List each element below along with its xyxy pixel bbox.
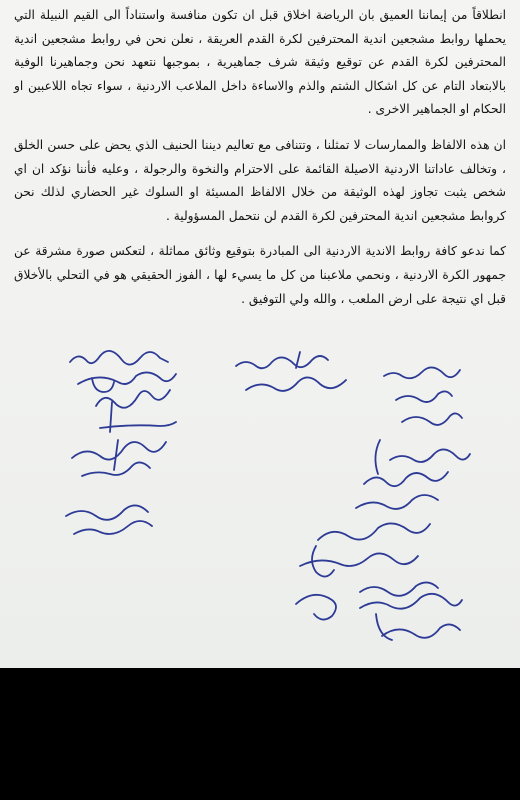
paragraph-2: ان هذه الالفاظ والممارسات لا تمثلنا ، وتتنافى مع تعاليم ديننا الحنيف الذي يحض على حسن الخلق ، وتخالف عاداتنا الاردنية الاصيلة القائمة على الاحترام والنخوة والرجولة ، وعليه فأننا نؤكد ان اي شخص يثبت تجاوز لهذه الوثيقة من خلال الالفاظ المسيئة او السلوك غير الحضاري لذلك نحن كروابط مشجعين اندية المحترفين لكرة القدم لن نتحمل المسؤولية . — [14, 137, 506, 223]
paragraph-3: كما ندعو كافة روابط الاندية الاردنية الى المبادرة بتوقيع وثائق مماثلة ، لتعكس صورة مشرقة عن جمهور الكرة الاردنية ، ونحمي ملاعبنا من كل ما يسيء لها ، الفوز الحقيقي هو في التحلي بالأخلاق قبل اي نتيجة على ارض الملعب ، والله ولي التوفيق . — [14, 244, 506, 306]
signature-bottom-right — [360, 594, 462, 640]
handwritten-signatures — [0, 340, 520, 668]
signature-top-left — [70, 351, 176, 432]
signatures-area — [0, 340, 520, 668]
screenshot-black-area — [0, 668, 520, 800]
signature-left-middle — [66, 440, 166, 534]
paragraph-1: انطلاقاً من إيماننا العميق بان الرياضة اخلاق قبل ان تكون منافسة واستناداً الى القيم النبيلة التي يحملها روابط مشجعين اندية المحترفين لكرة القدم العريقة ، نعلن نحن في روابط مشجعين اندية المحترفين لكرة القدم عن توقيع وثيقة شرف جماهيرية ، بموجبها نتعهد نحن وجماهيرنا الوفية بالابتعاد التام عن كل اشكال الشتم والذم والاساءة داخل الملاعب الاردنية ، سواء تجاه اللاعبين او الحكام او الجماهير الاخرى . — [14, 8, 506, 117]
signature-top-middle — [236, 352, 346, 391]
signature-top-right — [384, 367, 462, 424]
pledge-text — [14, 4, 506, 323]
signature-right-middle — [356, 440, 470, 509]
